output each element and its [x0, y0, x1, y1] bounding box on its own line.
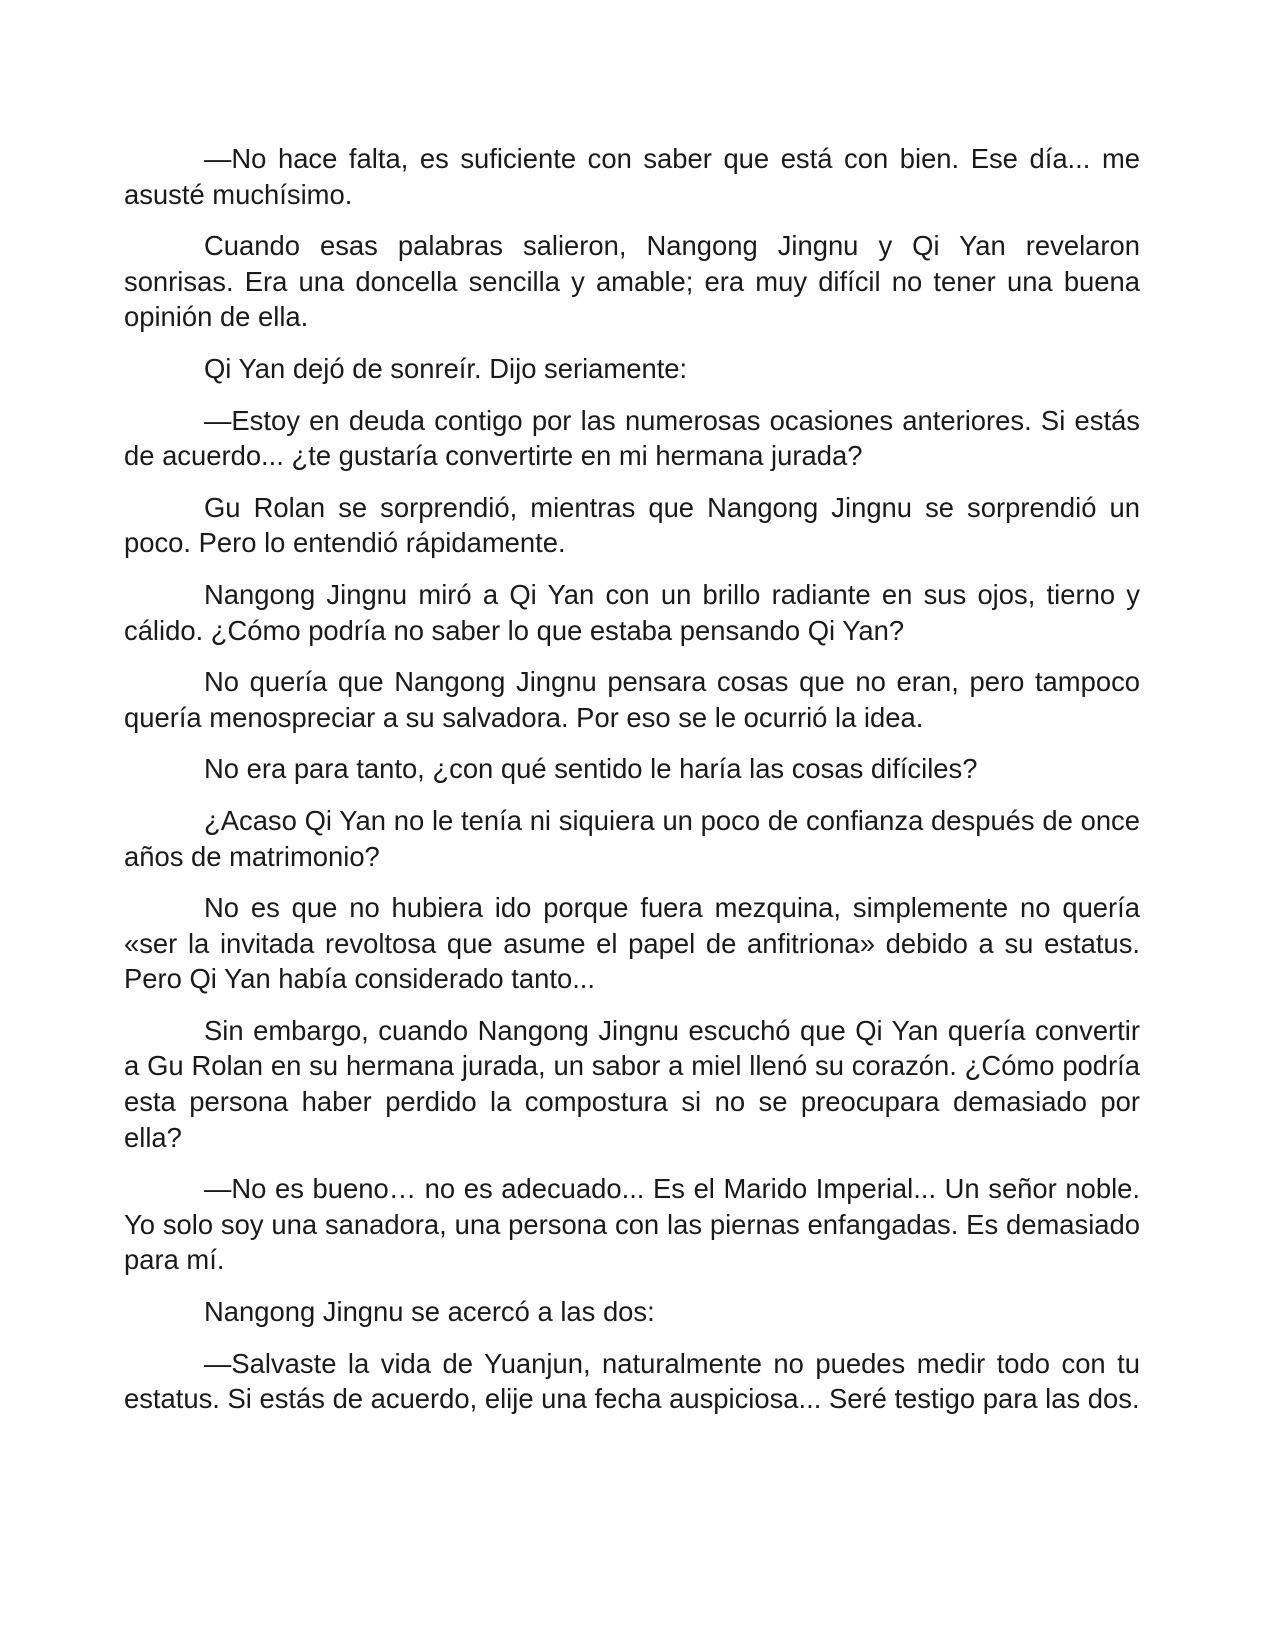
- paragraph-6: Nangong Jingnu miró a Qi Yan con un brillo radiante en sus ojos, tierno y cálido. ¿Cómo podría no saber lo que estaba pensando Qi Yan?: [124, 578, 1140, 646]
- paragraph-1: —No hace falta, es suficiente con saber que está con bien. Ese día... me asusté muchísimo.: [124, 143, 1140, 210]
- paragraph-10: No es que no hubiera ido porque fuera mezquina, simplemente no quería «ser la invitada revoltosa que asume el papel de anfitriona» debido a su estatus. Pero Qi Yan había considerado tanto...: [124, 892, 1140, 995]
- paragraph-2: Cuando esas palabras salieron, Nangong Jingnu y Qi Yan revelaron sonrisas. Era una doncella sencilla y amable; era muy difícil no tener una buena opinión de ella.: [124, 230, 1140, 333]
- paragraph-5: Gu Rolan se sorprendió, mientras que Nangong Jingnu se sorprendió un poco. Pero lo entendió rápidamente.: [124, 491, 1140, 559]
- paragraph-11: Sin embargo, cuando Nangong Jingnu escuchó que Qi Yan quería convertir a Gu Rolan en su hermana jurada, un sabor a miel llenó su corazón. ¿Cómo podría esta persona haber perdido la compostura si no se preocupara demasiado por ella?: [124, 1014, 1140, 1153]
- paragraph-3: Qi Yan dejó de sonreír. Dijo seriamente:: [204, 352, 688, 384]
- paragraph-13: Nangong Jingnu se acercó a las dos:: [204, 1296, 655, 1328]
- paragraph-4: —Estoy en deuda contigo por las numerosas ocasiones anteriores. Si estás de acuerdo... ¿te gustaría convertirte en mi hermana jurada?: [124, 404, 1140, 472]
- paragraph-9: ¿Acaso Qi Yan no le tenía ni siquiera un poco de confianza después de once años de matrimonio?: [124, 804, 1140, 872]
- paragraph-14: —Salvaste la vida de Yuanjun, naturalmente no puedes medir todo con tu estatus. Si estás de acuerdo, elije una fecha auspiciosa... Seré testigo para las dos.: [124, 1347, 1140, 1415]
- paragraph-12: —No es bueno… no es adecuado... Es el Marido Imperial... Un señor noble. Yo solo soy una sanadora, una persona con las piernas enfangadas. Es demasiado para mí.: [124, 1173, 1140, 1276]
- paragraph-8: No era para tanto, ¿con qué sentido le haría las cosas difíciles?: [204, 753, 978, 785]
- document-page: [124, 141, 1140, 1433]
- paragraph-7: No quería que Nangong Jingnu pensara cosas que no eran, pero tampoco quería menospreciar a su salvadora. Por eso se le ocurrió la idea.: [124, 666, 1140, 733]
